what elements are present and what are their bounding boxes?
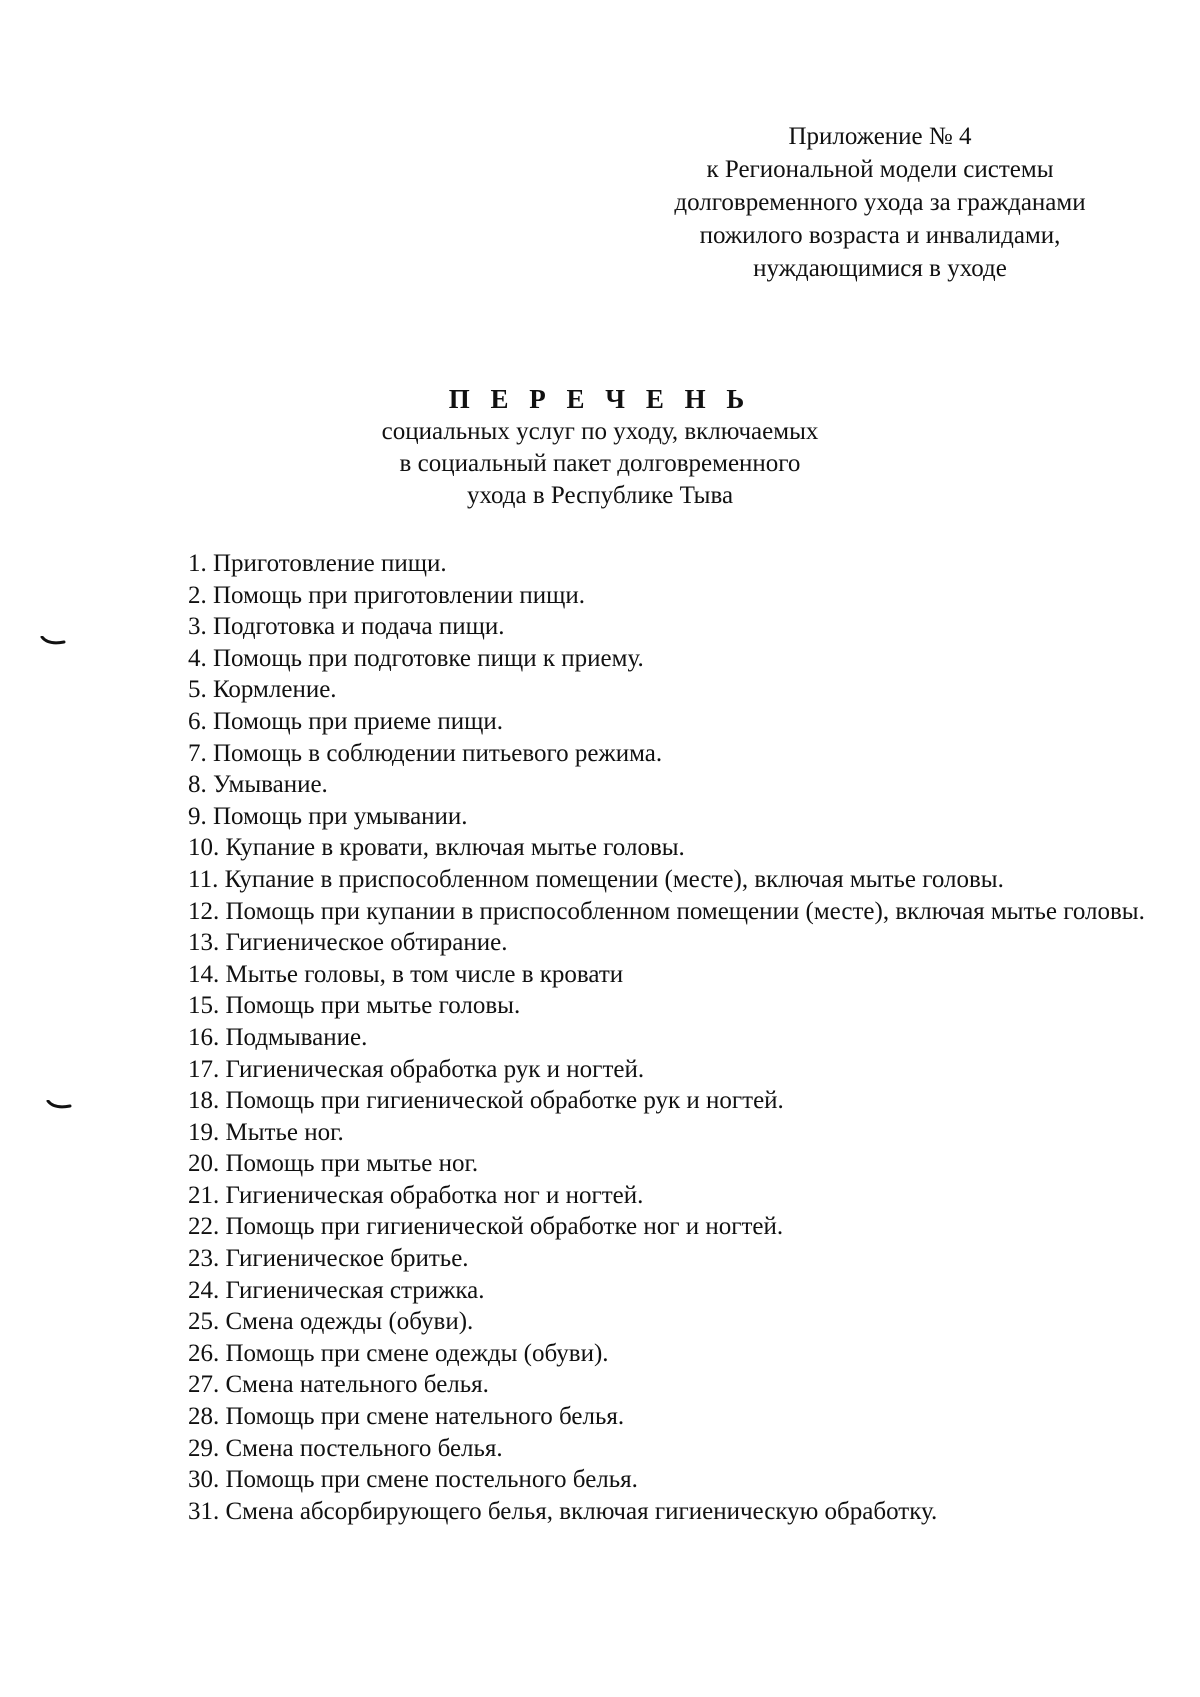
scan-mark-icon xyxy=(46,1100,72,1110)
list-item: 8. Умывание. xyxy=(188,771,328,799)
list-item: 31. Смена абсорбирующего белья, включая гигиеническую обработку. xyxy=(188,1497,938,1525)
list-item: 30. Помощь при смене постельного белья. xyxy=(188,1466,638,1494)
list-item: 9. Помощь при умывании. xyxy=(188,802,468,830)
list-item: 3. Подготовка и подача пищи. xyxy=(188,613,505,641)
appendix-line: Приложение № 4 xyxy=(788,123,972,150)
list-item: 5. Кормление. xyxy=(188,676,337,704)
list-item: 1. Приготовление пищи. xyxy=(188,550,447,577)
list-item: 11. Купание в приспособленном помещении (месте), включая мытье головы. xyxy=(188,865,1004,893)
appendix-line: пожилого возраста и инвалидами, xyxy=(699,222,1061,249)
list-item: 26. Помощь при смене одежды (обуви). xyxy=(188,1339,609,1367)
list-item: 15. Помощь при мытье головы. xyxy=(188,992,521,1020)
appendix-line: долговременного ухода за гражданами xyxy=(674,189,1086,216)
list-item: 16. Подмывание. xyxy=(188,1023,368,1051)
document-subtitle-line: в социальный пакет долговременного xyxy=(399,450,801,477)
document-heading xyxy=(300,382,900,512)
list-item: 7. Помощь в соблюдении питьевого режима. xyxy=(188,739,663,767)
list-item: 27. Смена нательного белья. xyxy=(188,1371,489,1399)
list-item: 21. Гигиеническая обработка ног и ногтей. xyxy=(188,1181,644,1209)
list-item: 18. Помощь при гигиенической обработке рук и ногтей. xyxy=(188,1087,784,1115)
list-item: 19. Мытье ног. xyxy=(188,1118,344,1146)
list-item: 17. Гигиеническая обработка рук и ногтей. xyxy=(188,1055,645,1083)
list-item: 20. Помощь при мытье ног. xyxy=(188,1150,479,1178)
list-item: 6. Помощь при приеме пищи. xyxy=(188,707,503,735)
document-title: П Е Р Е Ч Е Н Ь xyxy=(448,384,752,414)
list-item: 23. Гигиеническое бритье. xyxy=(188,1245,469,1273)
list-item: 25. Смена одежды (обуви). xyxy=(188,1308,474,1336)
document-subtitle-line: ухода в Республике Тыва xyxy=(466,482,734,509)
list-item: 22. Помощь при гигиенической обработке ног и ногтей. xyxy=(188,1213,784,1241)
list-item: 2. Помощь при приготовлении пищи. xyxy=(188,581,586,609)
appendix-header xyxy=(620,120,1140,285)
scan-mark-icon xyxy=(40,636,66,646)
list-item: 13. Гигиеническое обтирание. xyxy=(188,929,508,957)
list-item: 4. Помощь при подготовке пищи к приему. xyxy=(188,644,644,672)
list-item: 12. Помощь при купании в приспособленном помещении (месте), включая мытье головы. xyxy=(188,897,1145,925)
list-item: 28. Помощь при смене нательного белья. xyxy=(188,1403,625,1431)
list-item: 29. Смена постельного белья. xyxy=(188,1434,503,1462)
document-subtitle-line: социальных услуг по уходу, включаемых xyxy=(381,418,819,445)
appendix-line: к Региональной модели системы xyxy=(706,156,1054,183)
services-list xyxy=(120,548,1148,1527)
list-item: 14. Мытье головы, в том числе в кровати xyxy=(188,960,624,988)
appendix-line: нуждающимися в уходе xyxy=(753,255,1007,282)
list-item: 24. Гигиеническая стрижка. xyxy=(188,1276,485,1304)
list-item: 10. Купание в кровати, включая мытье головы. xyxy=(188,834,685,862)
